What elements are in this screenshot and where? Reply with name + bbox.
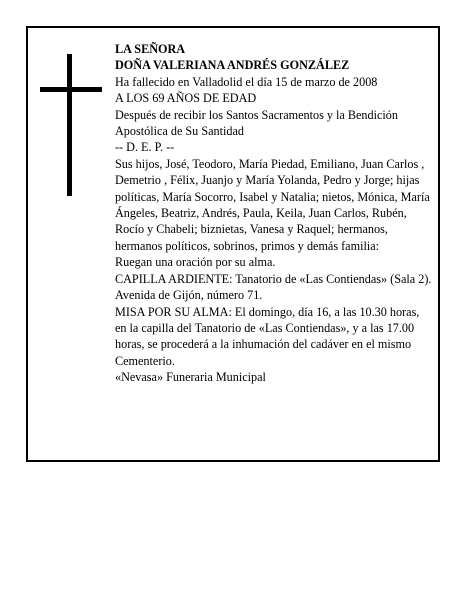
mass-paragraph: MISA POR SU ALMA: El domingo, día 16, a las 10.30 horas, en la capilla del Tanatorio de «Las Contiendas», y a las 17.00 horas, se procederá a la inhumación del cadáver en el mismo Cementerio. [115,304,420,368]
notice-title: LA SEÑORA [115,42,186,56]
funeral-home: «Nevasa» Funeraria Municipal [115,370,266,385]
prayer-request: Ruegan una oración por su alma. [115,255,276,270]
obituary-text [115,41,433,386]
deceased-name: DOÑA VALERIANA ANDRÉS GONZÁLEZ [115,58,350,73]
family-paragraph: Sus hijos, José, Teodoro, María Piedad, Emiliano, Juan Carlos , Demetrio , Félix, Juanjo y María Yolanda, Pedro y Jorge; hijas políticas, María Socorro, Isabel y Natalia; nietos, Mónica, María Ángeles, Beatriz, Andrés, Paula, Keila, Juan Carlos, Rubén, Rocío y Chabeli; biznietas, Vanesa y Raquel; hermanos, hermanos políticos, sobrinos, primos y demás familia: [115,156,430,253]
cross-horizontal-bar [40,87,102,92]
cross-vertical-bar [67,54,72,196]
death-line: Ha fallecido en Valladolid el día 15 de marzo de 2008 [115,74,378,89]
chapel-paragraph: CAPILLA ARDIENTE: Tanatorio de «Las Contiendas» (Sala 2). Avenida de Gijón, número 71. [115,271,432,303]
cross-icon [40,54,102,196]
age-line: A LOS 69 AÑOS DE EDAD [115,91,257,106]
sacraments-line: Después de recibir los Santos Sacramentos y la Bendición Apostólica de Su Santidad [115,107,398,139]
rip-line: -- D. E. P. -- [115,140,175,155]
obituary-notice-frame [26,26,440,462]
